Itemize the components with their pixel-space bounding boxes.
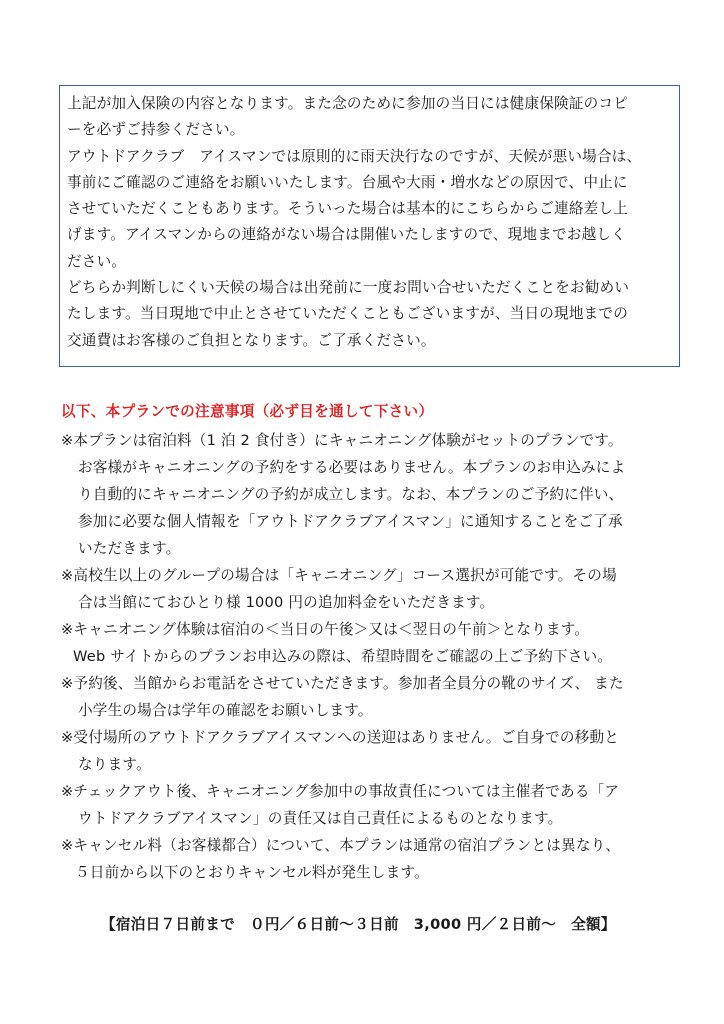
- info-line: 上記が加入保険の内容となります。また念のために参加の当日には健康保険証のコピ: [67, 95, 628, 112]
- info-line: どちらか判断しにくい天候の場合は出発前に一度お問い合せいただくことをお勧めい: [67, 279, 630, 297]
- note-line: ※キャニオニング体験は宿泊の＜当日の午後＞又は＜翌日の午前＞となります。: [61, 621, 590, 638]
- note-line: り自動的にキャニオニングの予約が成立します。なお、本プランのご予約に伴い、: [78, 486, 624, 503]
- info-line: たします。当日現地で中止とさせていただくこともございますが、当日の現地までの: [67, 305, 628, 323]
- note-line: ※チェックアウト後、キャニオニング参加中の事故責任については主催者である「ア: [61, 783, 620, 800]
- info-line: ださい。: [67, 252, 127, 270]
- note-line: ５日前から以下のとおりキャンセル料が発生します。: [75, 864, 429, 881]
- note-line: ※キャンセル料（お客様都合）について、本プランは通常の宿泊プランとは異なり、: [61, 837, 621, 854]
- note-line: ※受付場所のアウトドアクラブアイスマンへの送迎はありません。ご自身での移動と: [61, 729, 620, 746]
- note-line: 参加に必要な個人情報を「アウトドアクラブアイスマン」に通知することをご了承: [78, 513, 623, 530]
- info-line: させていただくこともあります。そういった場合は基本的にこちらからご連絡差し上: [67, 200, 628, 218]
- note-line: ※予約後、当館からお電話をさせていただきます。参加者全員分の靴のサイズ、 また: [61, 675, 624, 692]
- note-line: 小学生の場合は学年の確認をお願いします。: [78, 702, 373, 719]
- insurance-notice-box: [59, 85, 680, 367]
- note-line: ※高校生以上のグループの場合は「キャニオニング」コース選択が可能です。その場: [61, 567, 617, 584]
- info-line: げます。アイスマンからの連絡がない場合は開催いたしますので、現地までお越しく: [67, 226, 626, 244]
- note-line: いただきます。: [78, 540, 181, 557]
- info-line: ーを必ずご持参ください。: [67, 121, 245, 139]
- note-line: Web サイトからのプランお申込みの際は、希望時間をご確認の上ご予約下さい。: [73, 648, 613, 665]
- note-line: ウトドアクラブアイスマン」の責任又は自己責任によるものとなります。: [78, 810, 563, 827]
- notes-list: [61, 427, 671, 886]
- note-line: お客様がキャニオニングの予約をする必要はありません。本プランのお申込みによ: [78, 459, 626, 476]
- info-line: アウトドアクラブ アイスマンでは原則的に雨天決行なのですが、天候が悪い場合は、: [67, 147, 642, 165]
- info-line: 交通費はお客様のご負担となります。ご了承ください。: [67, 331, 436, 349]
- cancellation-fee-schedule: 【宿泊日７日前まで ０円／６日前～３日前 3,000 円／２日前～ 全額】: [101, 916, 616, 933]
- info-line: 事前にご確認のご連絡をお願いいたします。台風や大雨・増水などの原因で、中止に: [67, 173, 628, 191]
- notes-heading: 以下、本プランでの注意事項（必ず目を通して下さい）: [61, 403, 434, 420]
- note-line: ※本プランは宿泊料（1 泊 2 食付き）にキャニオニング体験がセットのプランです。: [61, 432, 623, 449]
- note-line: なります。: [78, 756, 151, 773]
- note-line: 合は当館にておひとり様 1000 円の追加料金をいただきます。: [78, 594, 495, 611]
